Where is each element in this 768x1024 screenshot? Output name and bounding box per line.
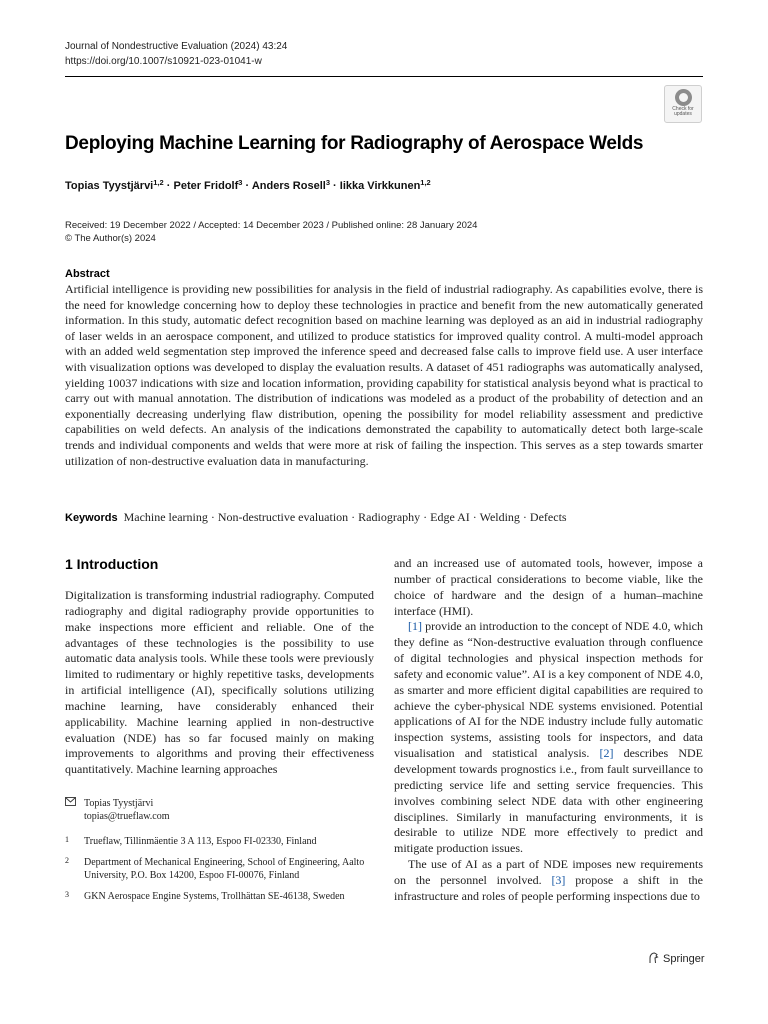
right-column	[394, 556, 703, 905]
author-separator: ·	[245, 180, 250, 192]
contact-email[interactable]: topias@trueflaw.com	[84, 811, 170, 822]
journal-header	[65, 39, 287, 69]
paragraph-text: provide an introduction to the concept of NDE 4.0, which they define as “Non-destructive evaluation through confluence of digital technologies and physical inspection methods for safety and economic value”. AI is a key component of NDE 4.0, as smarter and more efficient digital capabilities are required to achieve the cyber-physical NDE systems envisioned. Potential applications of AI for the NDE industry include fully automatic inspection systems, assisting tools for inspectors, and data visualisation and statistical analysis.	[394, 619, 703, 761]
publisher-name: Springer	[663, 953, 705, 965]
dates-line: Received: 19 December 2022 / Accepted: 14 December 2023 / Published online: 28 January 2024	[65, 220, 478, 231]
affiliation-text: Trueflaw, Tillinmäentie 3 A 113, Espoo FI-02330, Finland	[84, 836, 317, 847]
keywords-list: Machine learning · Non-destructive evaluation · Radiography · Edge AI · Welding · Defects	[123, 510, 567, 524]
author-affiliation: 1,2	[420, 178, 431, 187]
affiliation-number: 1	[65, 835, 69, 844]
mail-icon	[65, 797, 84, 823]
intro-paragraph: Digitalization is transforming industrial radiography. Computed radiography and digital radiography provide opportunities to make inspections more efficient and reliable. One of the advantages of these technologies is the possibility to use automatic data analysis tools. While these tools were previously limited to rudimentary or highly repetitive tasks, developments in artificial intelligence (AI), specifically solutions utilizing machine learning, have considerably enhanced their applicability. Machine learning applied in non-destructive evaluation (NDE) has so far focused mainly on making improvements to algorithms and proving their effectiveness quantitatively. Machine learning approaches	[65, 588, 374, 777]
abstract-heading: Abstract	[65, 268, 110, 280]
author-name[interactable]: Peter Fridolf	[173, 180, 239, 192]
citation-link[interactable]: [2]	[599, 746, 614, 761]
author-name[interactable]: Iikka Virkkunen	[339, 180, 421, 192]
keywords	[65, 510, 567, 525]
citation-link[interactable]: [1]	[408, 619, 422, 634]
contact-name: Topias Tyystjärvi	[84, 798, 154, 809]
author-name[interactable]: Anders Rosell	[251, 180, 326, 192]
abstract-text: Artificial intelligence is providing new possibilities for analysis in the field of industrial radiography. As capabilities evolve, there is the need for knowledge concerning how to deploy these technologies in practice and benefit from the new automatically generated information. In this study, automatic defect recognition based on machine learning was deployed as an aid in industrial radiography of laser welds in an aerospace component, and utilized to produce statistics for improved quality control. A multi-model approach with an added weld segmentation step improved the inference speed and decreased false calls to improve field use. A user interface with visualization options was developed to display the evaluation results. A dataset of 451 radiographs was automatically analysed, yielding 10037 indications with size and location information, providing capability for statistical analysis beyond what is practical to carry out with manual annotation. The distribution of indications was modeled as a product of the probability of detection and an exponentially decreasing underlying flaw distribution, opening the possibility for model reliability assessment and predictive capabilities on weld defects. An analysis of the indications demonstrated the capability to automatically detect both large-scale trends and individual components and welds that were more at risk of failing the inspection. This serves as a step towards smarter utilization of non-destructive evaluation data in manufacturing.	[65, 282, 703, 468]
author-affiliation: 3	[238, 178, 243, 187]
crossmark-icon	[675, 89, 692, 106]
affiliation-text: Department of Mechanical Engineering, School of Engineering, Aalto University, P.O. Box 14200, Espoo FI-00076, Finland	[84, 857, 365, 881]
author-separator: ·	[166, 180, 171, 192]
journal-citation: Journal of Nondestructive Evaluation (2024) 43:24	[65, 41, 288, 52]
paper-title: Deploying Machine Learning for Radiography of Aerospace Welds	[65, 133, 644, 154]
citation-link[interactable]: [3]	[551, 872, 566, 887]
author-name[interactable]: Topias Tyystjärvi	[65, 180, 154, 192]
doi-link[interactable]: https://doi.org/10.1007/s10921-023-01041-w	[65, 56, 262, 67]
intro-paragraph	[394, 857, 703, 905]
footnotes	[65, 797, 374, 911]
affiliation-number: 2	[65, 856, 69, 865]
affiliation-item	[65, 856, 374, 882]
author-affiliation: 1,2	[153, 178, 164, 187]
springer-horse-icon	[648, 952, 659, 967]
affiliation-number: 3	[65, 890, 69, 899]
publisher-logo	[648, 952, 705, 967]
affiliation-item	[65, 835, 374, 848]
author-affiliation: 3	[325, 178, 330, 187]
author-separator: ·	[333, 180, 337, 192]
corresponding-author	[65, 797, 374, 823]
paragraph-text: propose a shift in the infrastructure and roles of people performing inspections due to	[394, 872, 703, 903]
keywords-heading: Keywords	[65, 512, 118, 524]
left-column	[65, 556, 374, 778]
paragraph-text: The use of AI as a part of NDE imposes new requirements on the personnel involved.	[394, 857, 703, 887]
copyright-line: © The Author(s) 2024	[65, 233, 156, 244]
publication-dates	[65, 219, 477, 245]
author-list	[65, 178, 431, 192]
check-for-updates-badge[interactable]	[664, 85, 702, 123]
crossmark-label: Check for updates	[672, 106, 694, 117]
affiliation-text: GKN Aerospace Engine Systems, Trollhättan SE-46138, Sweden	[84, 891, 345, 902]
section-heading-introduction: 1 Introduction	[65, 556, 159, 572]
intro-paragraph: and an increased use of automated tools, however, impose a number of practical considerations to become viable, like the choice of hardware and the design of a human–machine interface (HMI).	[394, 556, 703, 618]
intro-paragraph	[394, 619, 703, 857]
header-rule	[65, 76, 703, 77]
affiliation-item	[65, 890, 374, 903]
paragraph-text: describes NDE development towards prognostics i.e., from fault surveillance to predicting service life and setting service frequencies. This involves combining select NDE data with other engineering disciplines. Similarly in manufacturing environments, it is desirable to utilize NDE more effectively to predict and mitigate production issues.	[394, 746, 703, 856]
